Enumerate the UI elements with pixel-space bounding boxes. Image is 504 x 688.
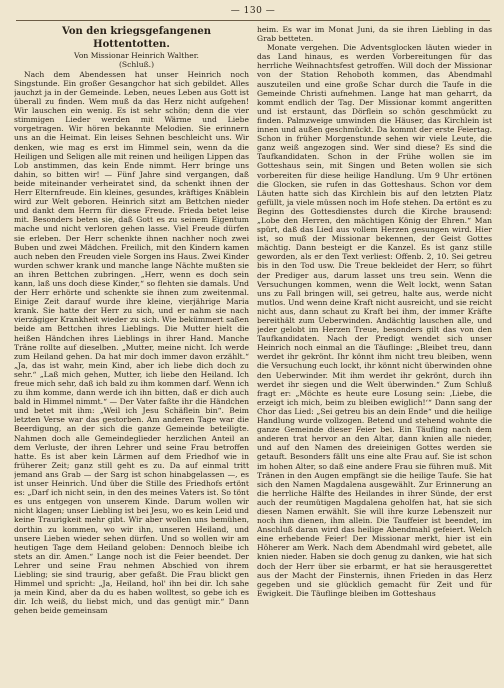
paragraph: Nach dem Abendessen hat unser Heinrich noch Singstunde. Ein großer Gesangchor hat sich gebildet. Alles jauchzt ja in der Gemeinde. Leben, neues Leben aus Gott ist überall zu finden. Wem muß da das Herz nicht aufgehen! Wir lauschen ein wenig. Es ist sehr schön; denn die vier stimmigen Lieder werden mit Wärme und Liebe vorgetragen. Wir hören bekannte Melodien. Sie erinnern uns an die Heimat. Ein leises Sehnen beschleicht uns. Wir denken, wie mag es erst im Himmel sein, wenn da die Heiligen und Seligen alle mit reinen und heiligen Lippen das Lob anstimmen, das kein Ende nimmt. Herr bringe uns dahin, so bitten wir! — Fünf Jahre sind vergangen, daß beide miteinander verheiratet sind, da schenkt ihnen der Herr Elternfreude. Ein kleines, gesundes, kräftiges Knäblein wird zur Welt geboren. Heinrich sitzt am Bettchen nieder und dankt dem Herrn für diese Freude. Frieda betet leise mit. Besonders beten sie, daß Gott es zu seinem Eigentum mache und nicht verloren gehen lasse. Viel Freude dürfen sie erleben. Der Herr schenkte ihnen nachher noch zwei Buben und zwei Mädchen. Freilich, mit den Kindern kamen auch neben den Freuden viele Sorgen ins Haus. Zwei Kinder wurden schwer krank und manche lange Nächte mußten sie an ihren Bettchen zubringen. „Herr, wenn es doch sein kann, laß uns doch diese Kinder,“ so flehten sie damals. Und der Herr erhörte und schenkte sie ihnen zum zweitenmal. Einige Zeit darauf wurde ihre kleine, vierjährige Maria krank. Sie hatte der Herr zu sich, und er nahm sie nach vierzägiger Krankheit wieder zu sich. Wie bekümmert saßen beide am Bettchen ihres Lieblings. Die Mutter hielt die heißen Händchen ihres Lieblings in ihrer Hand. Manche Träne rollte auf dieselben. „Mutter, meine nicht. Ich werde zum Heiland gehen. Da hat mir doch immer davon erzählt.“ „Ja, das ist wahr, mein Kind, aber ich liebe dich doch zu sehr.“ „Laß mich gehen, Mutter, ich liebe den Heiland. Ich freue mich sehr, daß ich bald zu ihm kommen darf. Wenn ich zu ihm komme, dann werde ich ihn bitten, daß er dich auch bald in Himmel nimmt.“ — Der Vater faßte ihr die Händchen und betet mit ihm: „Weil ich Jesu Schäflein bin“. Beim letzten Verse war das gestorben. Am anderen Tage war die Beerdigung, an der sich die ganze Gemeinde beteiligte. Nahmen doch alle Gemeindeglieder herzlichen Anteil an dem Verluste, der ihren Lehrer und seine Frau betroffen hatte. Es ist aber kein Lärmen auf dem Friedhof wie in früherer Zeit; ganz still geht es zu. Da auf einmal tritt jemand ans Grab — der Sarg ist schon hinabgelassen —, es ist unser Heinrich. Und über die Stille des Friedhofs ertönt es: „Darf ich nicht sein, in den des meines Vaters ist. So tönt es uns entgegen von unserem Kinde. Darum wollen wir nicht klagen; unser Liebling ist bei Jesu, wo es kein Leid und keine Traurigkeit mehr gibt. Wir aber wollen uns bemühen, dorthin zu kommen, wo wir ihn, unseren Heiland, und unsere Lieben wieder sehen dürfen. Und so wollen wir am heutigen Tage dem Heiland geloben: Dennoch bleibe ich stets an dir. Amen.“ Lange noch ist die Feier beendet. Der Lehrer und seine Frau nehmen Abschied von ihrem Liebling; sie sind traurig, aber gefaßt. Die Frau blickt gen Himmel und spricht: „Ja, Heiland, hol' ihn bei dir. Ich sahe ja mein Kind, aber da du es haben wolltest, so gebe ich es dir. Ich weiß, du liebst mich, und das genügt mir.“ Dann gehen beide gemeinsam — [14, 69, 249, 616]
page-number: — 130 — — [230, 6, 276, 16]
paragraph: heim. Es war im Monat Juni, da sie ihren Liebling in das Grab betteten. — [257, 25, 492, 44]
paragraph: Monate vergehen. Die Adventsglocken läuten wieder in das Land hinaus, es werden Vorbereitungen für das herrliche Weihnachtsfest getroffen. Will doch der Missionar von der Station Rehoboth kommen, das Abendmahl auszuteilen und eine große Schar durch die Taufe in die Gemeinde Christi aufnehmen. Lange hat man geharrt, da kommt endlich der Tag. Der Missionar kommt angeritten und ist erstaunt, das Dörflein so schön geschmückt zu finden. Palmzweige umwinden die Häuser, das Kirchlein ist innen und außen geschmückt. Da kommt der erste Feiertag. Schon in früher Morgenstunde sehen wir viele Leute, die ganz weiß angezogen sind. Wer sind diese? Es sind die Taufkandidaten. Schon in der Frühe wollen sie im Gotteshaus sein, mit Singen und Beten wollen sie sich vorbereiten für diese heilige Handlung. Um 9 Uhr ertönen die Glocken, sie rufen in das Gotteshaus. Schon vor dem Läuten hatte sich das Kirchlein bis auf den letzten Platz gefüllt, ja viele müssen noch im Hofe stehen. Da ertönt es zu Beginn des Gottesdienstes durch die Kirche brausend: „Lobe den Herren, den mächtigen König der Ehren.“ Man spürt, daß das Lied aus vollem Herzen gesungen wird. Hier ist, so muß der Missionar bekennen, der Geist Gottes mächtig. Dann besteigt er die Kanzel. Es ist ganz stille geworden, als er den Text verliest: Offenb. 2, 10. Sei getreu bis in den Tod usw. Die Treue bekleidet der Herr, so führt der Prediger aus, darum lasset uns treu sein. Wenn die Versuchungen kommen, wenn die Welt lockt, wenn Satan uns zu Fall bringen will, sei getreu, halte aus, werde nicht mutlos. Und wenn deine Kraft nicht ausreicht, und sie reicht nicht aus, dann schaut zu Kraft bei ihm, der immer Kräfte bereithält zum Ueberwinden. Andächtig lauschen alle, und jeder gelobt im Herzen Treue, besonders gilt das von den Taufkandidaten. Nach der Predigt wendet sich unser Heinrich noch einmal an die Täuflinge: „Bleibet treu, dann werdet ihr gekrönt. Ihr könnt ihm nicht treu bleiben, wenn die Versuchung euch lockt, ihr könnt nicht überwinden ohne den Ueberwinder. Mit ihm werdet ihr gekrönt, durch ihn werdet ihr siegen und die Welt überwinden.“ Zum Schluß fragt er: „Möchte es heute eure Losung sein: ‚Liebe, die erzeigt ich mich, beim zu bleiben ewiglich!‘“ Dann sang der Chor das Lied: „Sei getreu bis an dein Ende“ und die heilige Handlung wurde vollzogen. Betend und stehend wohnte die ganze Gemeinde dieser Feier bei. Ein Täufling nach dem anderen trat hervor an den Altar, dann knien alle nieder, und auf den Namen des dreieinigen Gottes werden sie getauft. Besonders fällt uns eine alte Frau auf. Sie ist schon im hohen Alter, so daß eine andere Frau sie führen muß. Mit Tränen in den Augen empfängt sie die heilige Taufe. Sie hat sich den Namen Magdalena ausgewählt. Zur Erinnerung an die herrliche Hälfte des Heilandes in ihrer Sünde, der erst auch der reumütigen Magdalena geholfen hat, hat sie sich diesen Namen erwählt. Sie will ihre kurze Lebenszeit nur noch ihm dienen, ihm allein. Die Tauffeier ist beendet, im Anschluß daran wird das heilige Abendmahl gefeiert. Welch eine erhebende Feier! Der Missionar merkt, hier ist ein Höherer am Werk. Nach dem Abendmahl wird gebetet, alle knien nieder. Haben sie doch genug zu danken, wie hat sich doch der Herr über sie erbarmt, er hat sie herausgerettet aus der Macht der Finsternis, ihnen Frieden in das Herz gegeben und sie glücklich gemacht für Zeit und für Ewigkeit. Die Täuflinge bleiben im Gotteshaus — [257, 43, 492, 598]
text-columns — [14, 25, 492, 675]
right-column — [257, 25, 492, 675]
page-header — [16, 6, 490, 21]
article-title: Von den kriegsgefangenen Hottentotten. — [61, 26, 211, 50]
left-column — [14, 25, 249, 675]
article-subtitle: (Schluß.) — [118, 60, 155, 70]
article-author: Von Missionar Heinrich Walther. — [74, 51, 199, 60]
